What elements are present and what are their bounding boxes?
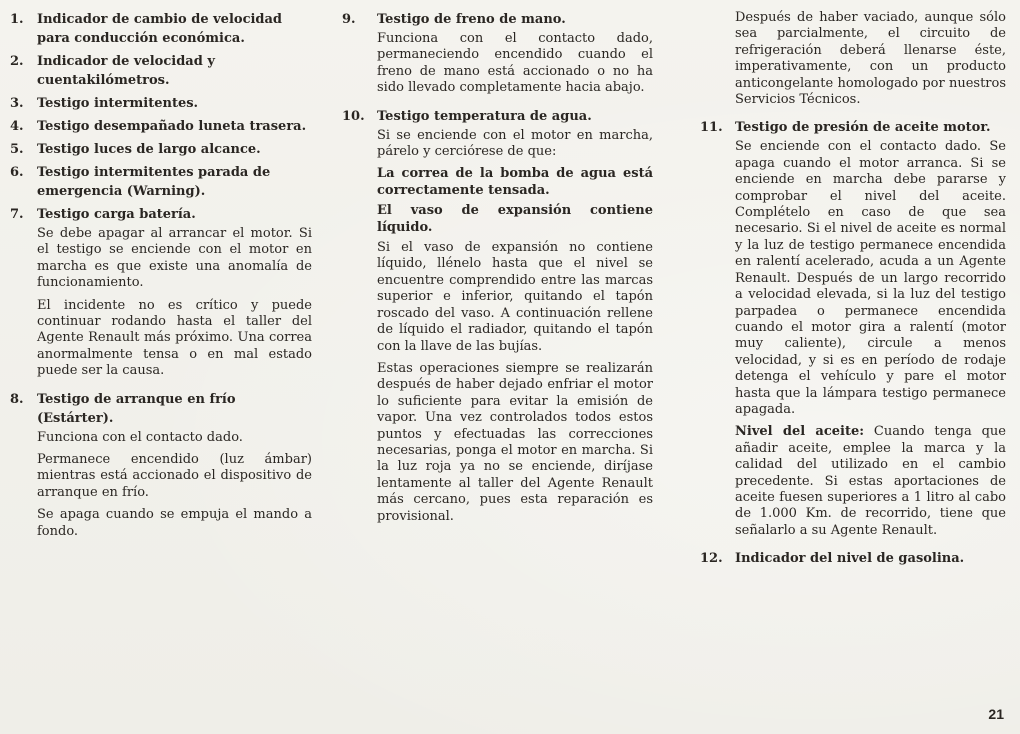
paragraph: Se debe apagar al arrancar el motor. Si el testigo se enciende con el motor en marcha es que existe una anomalía de funcionamiento.	[37, 226, 312, 291]
list-item-battery	[10, 205, 312, 386]
paragraph: Si el vaso de expansión no contiene líquido, llénelo hasta que el nivel se encuentre comprendido entre las marcas superior e inferior, quitando el tapón roscado del vaso. A continuación rellene de líquido el radiador, quitando el tapón con la llave de las bujías.	[377, 240, 653, 354]
paragraph: Permanece encendido (luz ámbar) mientras está accionado el dispositivo de arranque en frío.	[37, 452, 312, 500]
list-item	[10, 163, 312, 201]
item-heading: Indicador de cambio de velocidad para conducción económica.	[37, 12, 283, 46]
item-heading: Testigo luces de largo alcance.	[37, 142, 261, 157]
item-heading: Testigo carga batería.	[37, 207, 196, 222]
paragraph: El incidente no es crítico y puede continuar rodando hasta el taller del Agente Renault más próximo. Una correa anormalmente tensa o en mal estado puede ser la causa.	[37, 297, 312, 379]
item-heading: Testigo temperatura de agua.	[377, 108, 592, 124]
paragraph: Se enciende con el contacto dado. Se apaga cuando el motor arranca. Si se enciende en marcha debe pararse y comprobar el nivel del aceite. Complételo en caso de que sea necesario. Si el nivel de aceite es normal y la luz de testigo permanece encendida en ralentí acelerado, acuda a un Agente Renault. Después de un largo recorrido a velocidad elevada, si la luz del testigo parpadea o permanece encendida cuando el motor gira a ralentí (motor muy caliente), circule a menos velocidad, y si es en período de rodaje detenga el vehículo y pare el motor hasta que la lámpara testigo permanece apagada.	[735, 139, 1006, 417]
item-heading: Testigo desempañado luneta trasera.	[37, 119, 307, 134]
item-number: 8.	[10, 391, 24, 407]
item-heading: Testigo de freno de mano.	[377, 12, 566, 27]
list-item-oil-pressure	[700, 118, 1006, 545]
inline-label: Nivel del aceite:	[735, 424, 865, 440]
item-heading: Indicador de velocidad y cuentakilómetros.	[37, 54, 215, 88]
item-heading: Indicador del nivel de gasolina.	[735, 551, 965, 567]
column-left	[10, 10, 312, 550]
item-number: 10.	[342, 108, 365, 124]
list-item	[10, 94, 312, 113]
item-number: 5.	[10, 142, 24, 157]
item-number: 6.	[10, 165, 24, 180]
inline-text: Cuando tenga que añadir aceite, emplee la marca y la calidad del utilizado en el cambio precedente. Si estas aportaciones de aceite fuesen superiores a 1 litro al cabo de 1.000 Km. de recorrido, tiene que señalarlo a su Agente Renault.	[735, 424, 1007, 538]
list-item-water-temp	[342, 107, 653, 531]
page-number: 21	[988, 706, 1004, 722]
item-heading: Testigo de arranque en frío (Estárter).	[37, 391, 236, 426]
item-number: 2.	[10, 54, 24, 69]
item-heading: Testigo intermitentes parada de emergencia (Warning).	[37, 165, 271, 199]
bold-check-item: El vaso de expansión contiene líquido.	[377, 203, 653, 235]
list-item	[10, 10, 312, 48]
list-item-fuel-level	[700, 549, 1006, 568]
list-item	[10, 140, 312, 159]
column-right	[700, 10, 1006, 572]
list-item-handbrake	[342, 10, 653, 103]
paragraph: Se apaga cuando se empuja el mando a fondo.	[37, 507, 312, 539]
item-heading: Testigo intermitentes.	[37, 96, 199, 111]
paragraph: Funciona con el contacto dado, permaneciendo encendido cuando el freno de mano está accionado o no ha sido llevado completamente hacia abajo.	[377, 31, 653, 96]
item-heading: Testigo de presión de aceite motor.	[735, 120, 991, 136]
paragraph: Si se enciende con el motor en marcha, párelo y cerciórese de que:	[377, 127, 653, 160]
item-number: 1.	[10, 12, 24, 27]
item-number: 7.	[10, 207, 24, 222]
item-number: 11.	[700, 120, 723, 136]
list-item	[10, 117, 312, 136]
continued-paragraph: Después de haber vaciado, aunque sólo sea parcialmente, el circuito de refrigeración deberá llenarse éste, imperativamente, con un producto anticongelante homologado por nuestros Servicios Técnicos.	[735, 10, 1006, 108]
column-middle	[342, 10, 653, 535]
item-number: 12.	[700, 551, 723, 567]
paragraph-oil-level	[735, 424, 1006, 539]
list-item-cold-start	[10, 390, 312, 546]
paragraph: Estas operaciones siempre se realizarán después de haber dejado enfriar el motor lo suficiente para evitar la emisión de vapor. Una vez controlados todos estos puntos y efectuadas las correcciones necesarias, ponga el motor en marcha. Si la luz roja ya no se enciende, diríjase lentamente al taller del Agente Renault más cercano, pues esta reparación es provisional.	[377, 360, 653, 524]
item-number: 4.	[10, 119, 24, 134]
item-number: 9.	[342, 12, 356, 27]
bold-check-item: La correa de la bomba de agua está correctamente tensada.	[377, 166, 653, 198]
paragraph: Funciona con el contacto dado.	[37, 429, 243, 445]
item-number: 3.	[10, 96, 24, 111]
list-item	[10, 52, 312, 90]
